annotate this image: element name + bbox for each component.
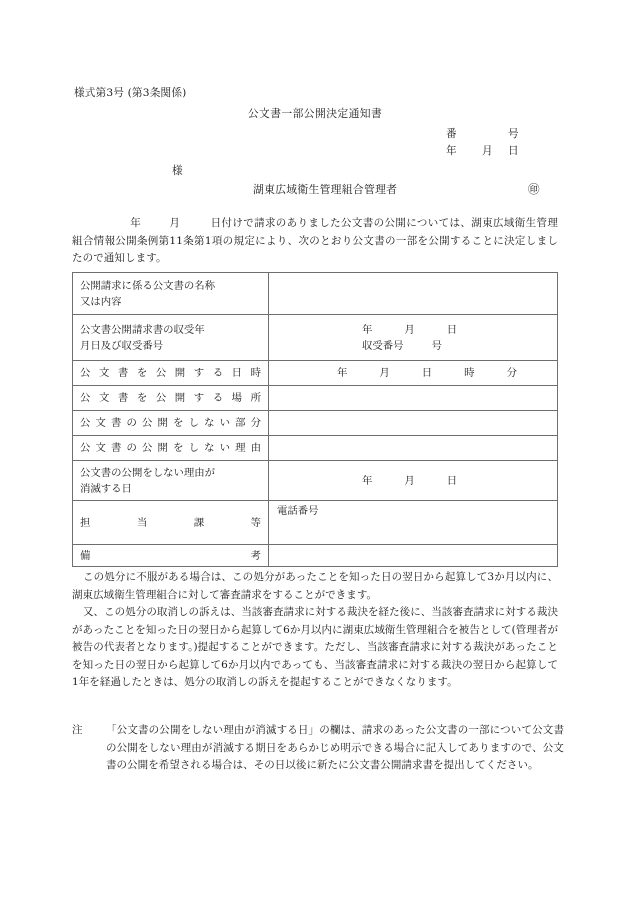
table-row [73, 315, 558, 361]
receipt-number-label: 収受番号 [362, 339, 404, 352]
row-label-withheld-part [73, 411, 269, 436]
table-row [73, 436, 558, 461]
row-label-line2: 又は内容 [80, 295, 122, 308]
note-marker: 注 [72, 724, 83, 736]
telephone-label: 電話番号 [277, 504, 319, 517]
document-number-unit: 号 [508, 128, 519, 140]
row-label-text: 公文書を公開する場所 [80, 392, 261, 404]
row-value-document-name[interactable] [269, 273, 558, 315]
page-title: 公文書一部公開決定通知書 [247, 107, 383, 120]
document-date-line [446, 143, 566, 158]
table-row [73, 501, 558, 545]
disclosure-datetime-line [277, 365, 549, 381]
decision-detail-table [72, 272, 558, 567]
row-label-disclosure-datetime [73, 361, 269, 386]
row-label-department [73, 501, 269, 545]
row-label-text: 担当課等 [80, 516, 261, 529]
row-label-document-name [73, 273, 269, 315]
receipt-month-label: 月 [404, 323, 415, 336]
row-label-line1: 公文書の公開をしない理由が [80, 466, 216, 479]
disclosure-year-label: 年 [337, 367, 348, 379]
row-label-line2: 消滅する日 [80, 482, 132, 495]
row-label-line2: 月日及び収受番号 [80, 339, 164, 352]
row-label-withheld-reason [73, 436, 269, 461]
table-row [73, 273, 558, 315]
appeal-instruction-paragraph-1: この処分に不服がある場合は、この処分があったことを知った日の翌日から起算して3か月以内に、湖東広域衛生管理組合に対して審査請求をすることができます。 [72, 571, 558, 601]
expiry-month-label: 月 [404, 474, 415, 487]
row-value-department[interactable] [269, 501, 558, 545]
expiry-year-label: 年 [362, 474, 373, 487]
issuer-name: 湖東広域衛生管理組合管理者 [253, 183, 398, 196]
row-label-disclosure-place [73, 386, 269, 411]
row-label-text: 公文書の公開をしない部分 [80, 417, 261, 429]
row-value-disclosure-place[interactable] [269, 386, 558, 411]
table-row [73, 545, 558, 567]
disclosure-month-label: 月 [379, 367, 390, 379]
intro-text-line1: 日付けで請求のありました公文書の公開については、湖東広域衛 [210, 217, 526, 229]
intro-text-line2: 生管理組合情報公開条例第11条第1項の規定により、次のとおり公文書の一部を公開するこ [72, 217, 558, 247]
intro-text-line3: とに決定しましたので通知します。 [72, 234, 558, 264]
disclosure-minute-label: 分 [506, 367, 517, 379]
seal-icon: ㊞ [528, 182, 540, 196]
row-label-text: 備考 [80, 549, 261, 562]
intro-paragraph [72, 215, 558, 268]
note-block [72, 722, 564, 775]
date-day-label: 日 [508, 145, 519, 157]
row-value-remarks[interactable] [269, 545, 558, 567]
receipt-day-label: 日 [446, 323, 458, 336]
row-value-reason-expiry[interactable] [269, 461, 558, 501]
row-label-text: 公文書を公開する日時 [80, 367, 261, 379]
date-year-label: 年 [446, 145, 457, 157]
table-row [73, 361, 558, 386]
table-row [73, 461, 558, 501]
disclosure-day-label: 日 [421, 367, 433, 379]
row-label-line1: 公文書公開請求書の収受年 [80, 323, 205, 336]
row-value-disclosure-datetime[interactable] [269, 361, 558, 386]
note-text: 「公文書の公開をしない理由が消滅する日」の欄は、請求のあった公文書の一部について公文書の公開をしない理由が消滅する期日をあらかじめ明示できる場合に記入してありますので、公文書の公開を希望される場合は、その日以後に新たに公文書公開請求書を提出してください。 [106, 724, 564, 771]
row-label-text: 公文書の公開をしない理由 [80, 442, 261, 454]
document-number-label: 番 [446, 128, 457, 140]
document-number-line [446, 126, 566, 141]
form-number: 様式第3号 (第3条関係) [74, 87, 187, 99]
addressee-honorific: 様 [172, 165, 183, 177]
appeal-instruction-paragraph-2: 又、この処分の取消しの訴えは、当該審査請求に対する裁決を経た後に、当該審査請求に対する裁決があったことを知った日の翌日から起算して6か月以内に湖東広域衛生管理組合を被告として(管理者が被告の代表者となります。)提起することができます。ただし、当該審査請求に対する裁決があったことを知った日の翌日から起算して6か月以内であっても、当該審査請求に対する裁決の翌日から起算して1年を経過したときは、処分の取消しの訴えを提起することができなくなります。 [72, 606, 558, 688]
table-row [73, 386, 558, 411]
row-value-receipt-date[interactable] [269, 315, 558, 361]
receipt-date-line [277, 322, 549, 338]
intro-year-label: 年 [130, 217, 142, 229]
intro-month-label: 月 [169, 217, 181, 229]
reason-expiry-date-line [277, 473, 549, 489]
disclosure-hour-label: 時 [464, 367, 475, 379]
row-label-remarks [73, 545, 269, 567]
receipt-number-line [277, 338, 549, 354]
row-label-reason-expiry [73, 461, 269, 501]
row-label-line1: 公開請求に係る公文書の名称 [80, 279, 216, 292]
date-month-label: 月 [482, 145, 493, 157]
expiry-day-label: 日 [446, 474, 458, 487]
row-value-withheld-reason[interactable] [269, 436, 558, 461]
row-label-receipt-date [73, 315, 269, 361]
row-value-withheld-part[interactable] [269, 411, 558, 436]
receipt-number-unit: 号 [431, 339, 442, 352]
table-row [73, 411, 558, 436]
receipt-year-label: 年 [362, 323, 373, 336]
